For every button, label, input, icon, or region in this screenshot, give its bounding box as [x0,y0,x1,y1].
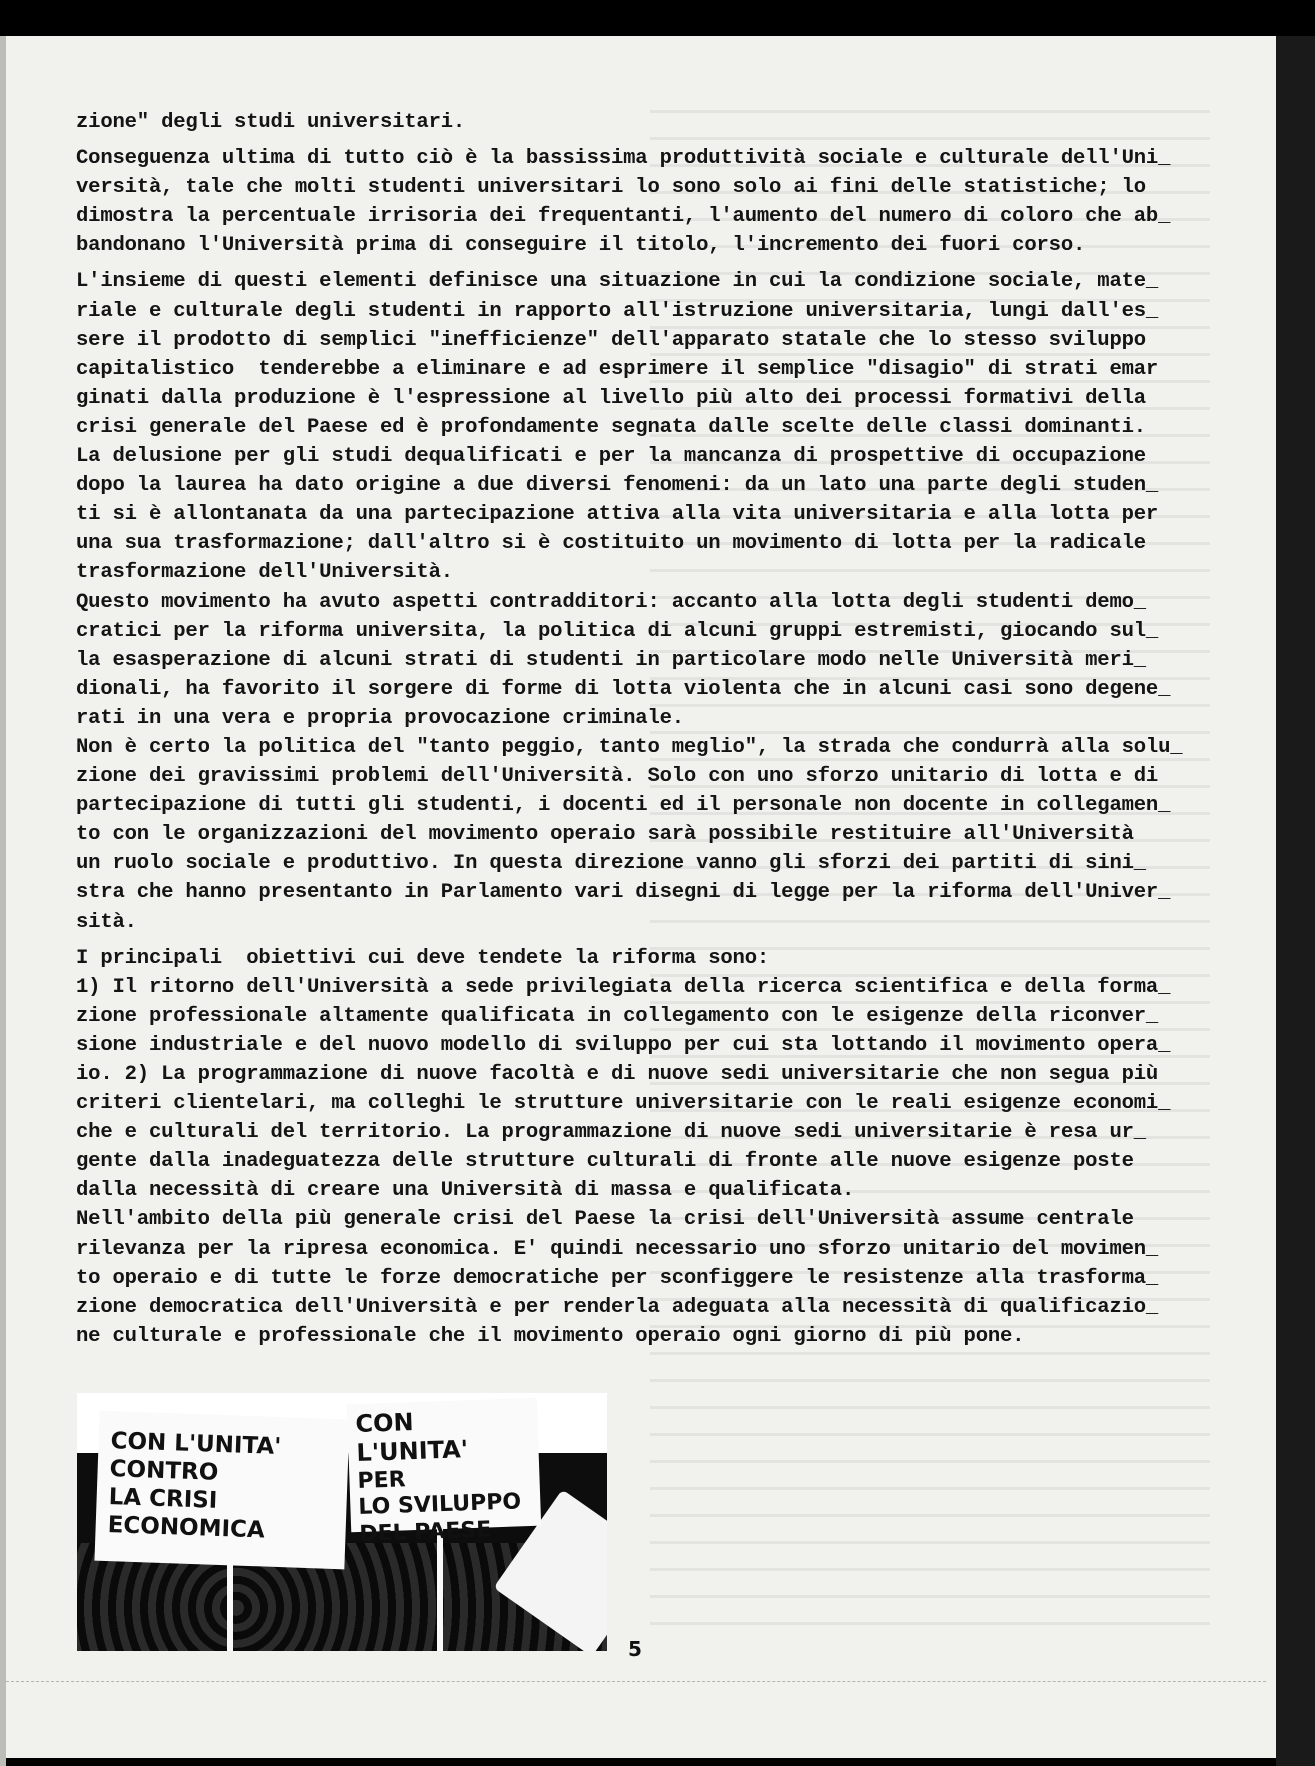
scan-dashed-line [6,1681,1266,1682]
placard-text: ECONOMICA [107,1512,266,1544]
text-line: dalla necessità di creare una Università di massa e qualificata. [76,1179,855,1203]
text-line: Conseguenza ultima di tutto ciò è la bassissima produttività sociale e culturale dell'Uni_ [76,147,1171,171]
text-line: rati in una vera e propria provocazione criminale. [76,706,684,730]
placard-left [94,1411,349,1570]
text-line: zione" degli studi universitari. [76,111,466,134]
placard-text: CONTRO [109,1456,219,1486]
text-line: zione dei gravissimi problemi dell'Università. Solo con uno sforzo unitario di lotta e di [76,765,1159,789]
text-line: dopo la laurea ha dato origine a due diversi fenomeni: da un lato una parte degli studen_ [76,474,1159,498]
placard-text: LO SVILUPPO [358,1489,522,1521]
text-line: criteri clientelari, ma colleghi le strutture universitarie con le reali esigenze economi_ [76,1092,1171,1116]
text-line: che e culturali del territorio. La programmazione di nuove sedi universitarie è resa ur_ [76,1121,1146,1145]
text-line: 1) Il ritorno dell'Università a sede privilegiata della ricerca scientifica e della forma_ [76,975,1171,999]
text-line: sità. [76,910,137,934]
text-line: Questo movimento ha avuto aspetti contradditori: accanto alla lotta degli studenti demo_ [76,590,1146,614]
text-line: Nell'ambito della più generale crisi del Paese la crisi dell'Università assume centrale [76,1208,1134,1232]
text-line: L'insieme di questi elementi definisce una situazione in cui la condizione sociale, mate_ [76,270,1159,294]
page-number: 5 [628,1637,642,1661]
text-line: gente dalla inadeguatezza delle strutture culturali di fronte alle nuove esigenze poste [76,1150,1134,1174]
text-line: ti si è allontanata da una partecipazione attiva alla vita universitaria e alla lotta per [76,503,1159,527]
text-line: ne culturale e professionale che il movimento operaio ogni giorno di più pone. [76,1324,1025,1348]
article-body [76,108,1246,1351]
scan-top-border [0,0,1315,36]
text-line: capitalistico tenderebbe a eliminare e ad esprimere il semplice "disagio" di strati emar [76,357,1159,381]
placard-text: PER [357,1466,407,1494]
text-line: partecipazione di tutti gli studenti, i docenti ed il personale non docente in collegamen_ [76,794,1171,818]
text-line: I principali obiettivi cui deve tendete la riforma sono: [76,946,770,970]
placard-text: LA CRISI [108,1484,218,1514]
text-line: dimostra la percentuale irrisoria dei frequentanti, l'aumento del numero di coloro che ab_ [76,205,1171,229]
text-line: un ruolo sociale e produttivo. In questa direzione vanno gli sforzi dei partiti di sini_ [76,852,1146,876]
text-line: la esasperazione di alcuni strati di studenti in particolare modo nelle Università meri_ [76,648,1146,672]
text-line: crisi generale del Paese ed è profondamente segnata dalle scelte delle classi dominanti. [76,415,1146,439]
text-line: riale e culturale degli studenti in rapporto all'istruzione universitaria, lungi dall'es_ [76,299,1159,323]
text-line: ginati dalla produzione è l'espressione al livello più alto dei processi formativi della [76,386,1146,410]
text-line: rilevanza per la ripresa economica. E' quindi necessario uno sforzo unitario del movimen_ [76,1237,1159,1261]
text-line: stra che hanno presentanto in Parlamento vari disegni di legge per la riforma dell'Univer_ [76,881,1171,905]
text-line: versità, tale che molti studenti universitari lo sono solo ai fini delle statistiche; lo [76,176,1146,200]
text-line: sere il prodotto di semplici "inefficienze" dell'apparato statale che lo stesso sviluppo [76,328,1146,352]
text-line: bandonano l'Università prima di conseguire il titolo, l'incremento dei fuori corso. [76,234,1086,258]
text-line: sione industriale e del nuovo modello di sviluppo per cui sta lottando il movimento opera_ [76,1033,1171,1057]
text-line: dionali, ha favorito il sorgere di forme di lotta violenta che in alcuni casi sono degene_ [76,677,1171,701]
text-line: io. 2) La programmazione di nuove facoltà e di nuove sedi universitarie che non segua più [76,1063,1159,1086]
text-line: cratici per la riforma universita, la politica di alcuni gruppi estremisti, giocando sul_ [76,619,1159,643]
placard-text: CON L'UNITA' [355,1408,469,1468]
placard-right [347,1398,541,1548]
text-line: zione professionale altamente qualificata in collegamento con le esigenze della riconver_ [76,1004,1159,1028]
text-line: zione democratica dell'Università e per renderla adeguata alla necessità di qualificazio_ [76,1295,1159,1319]
text-line: La delusione per gli studi dequalificati e per la mancanza di prospettive di occupazione [76,445,1146,469]
protest-photo [77,1393,607,1651]
sign-pole [227,1563,233,1651]
text-line: to con le organizzazioni del movimento operaio sarà possibile restituire all'Università [76,823,1134,847]
text-line: una sua trasformazione; dall'altro si è costituito un movimento di lotta per la radicale [76,532,1146,556]
text-line: Non è certo la politica del "tanto peggio, tanto meglio", la strada che condurrà alla solu_ [76,735,1183,759]
scan-right-edge [1276,36,1315,1766]
text-line: trasformazione dell'Università. [76,561,453,585]
text-line: to operaio e di tutte le forze democratiche per sconfiggere le resistenze alla trasforma_ [76,1266,1159,1290]
placard-text: DEL PAESE [358,1517,492,1548]
placard-text: CON L'UNITA' [110,1428,282,1461]
